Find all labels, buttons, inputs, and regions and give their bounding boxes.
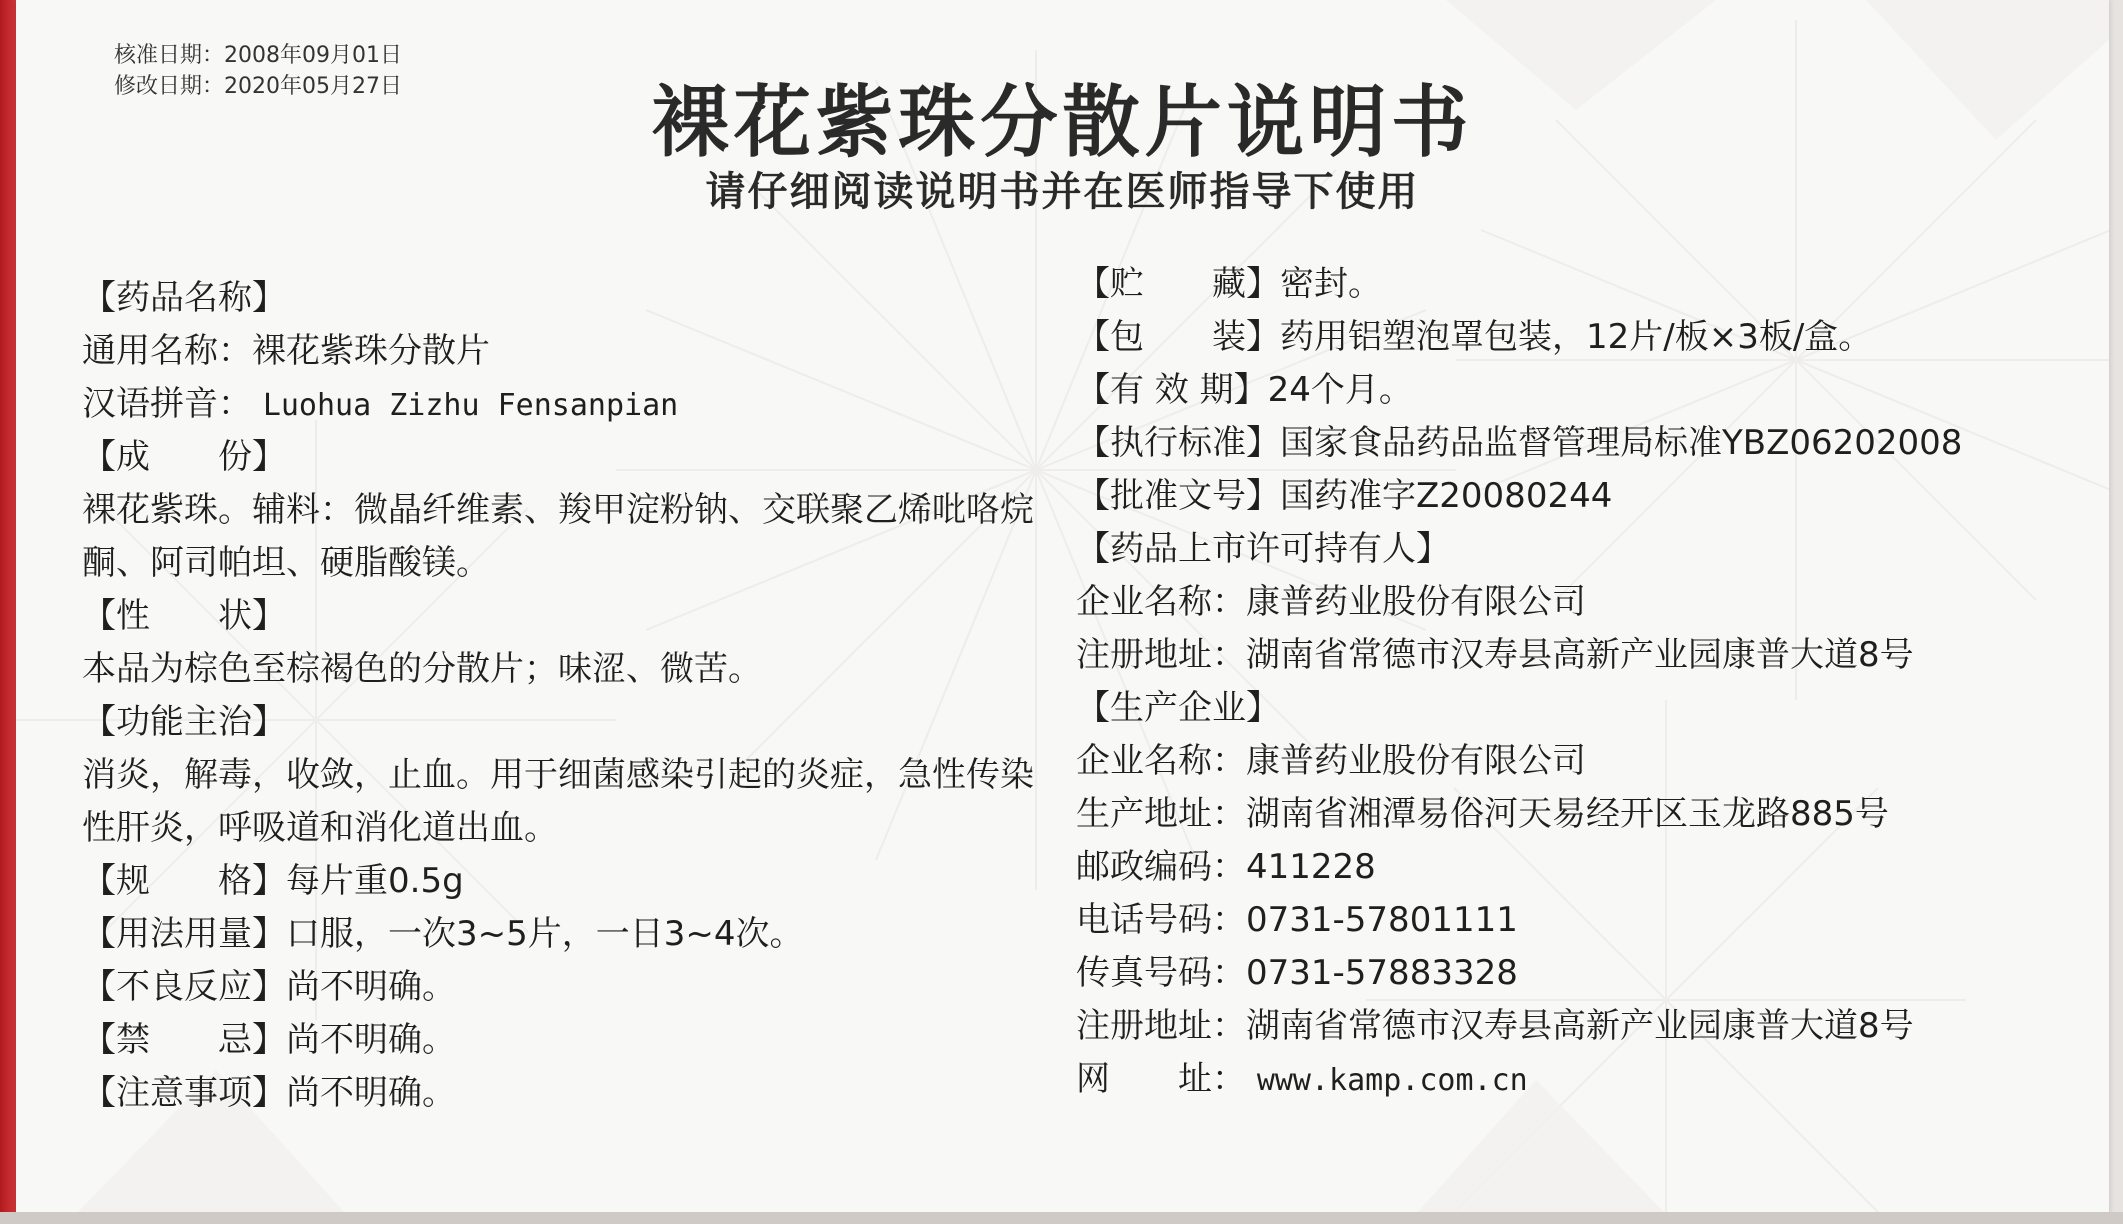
ingredients-text: 裸花紫珠。辅料：微晶纤维素、羧甲淀粉钠、交联聚乙烯吡咯烷酮、阿司帕坦、硬脂酸镁。 [82, 490, 1034, 583]
dosage-row [82, 908, 1042, 961]
pinyin-value: Luohua Zizhu Fensanpian [262, 388, 679, 423]
section-header-ingredients: 【成 份】 [82, 437, 286, 477]
bottom-edge [0, 1212, 2123, 1224]
approved-date: 核准日期：2008年09月01日 [114, 43, 402, 68]
manufacturer-address: 生产地址：湖南省湘潭易俗河天易经开区玉龙路885号 [1076, 794, 1889, 834]
left-column [82, 272, 1042, 1120]
section-header-contraindications: 【禁 忌】 [82, 1020, 286, 1060]
section-header-manufacturer: 【生产企业】 [1076, 688, 1280, 728]
section-header-approval-number: 【批准文号】 [1076, 476, 1280, 516]
package-row [1076, 311, 2076, 364]
section-header-standard: 【执行标准】 [1076, 423, 1280, 463]
spec-text: 每片重0.5g [286, 861, 464, 901]
appearance-text: 本品为棕色至棕褐色的分散片；味涩、微苦。 [82, 649, 762, 689]
section-header-drug-name: 【药品名称】 [82, 278, 286, 318]
approval-number-row [1076, 470, 2076, 523]
section-header-storage: 【贮 藏】 [1076, 264, 1280, 304]
section-header-license-holder: 【药品上市许可持有人】 [1076, 529, 1450, 569]
website-row [1076, 1053, 2076, 1106]
fax-number: 传真号码：0731-57883328 [1076, 953, 1518, 993]
approval-number-text: 国药准字Z20080244 [1280, 476, 1613, 516]
adverse-row [82, 961, 1042, 1014]
standard-row [1076, 417, 2076, 470]
pinyin-row [82, 378, 1042, 431]
website-label: 网 址： [1076, 1059, 1246, 1099]
validity-text: 24个月。 [1267, 370, 1413, 410]
website-link[interactable]: www.kamp.com.cn [1256, 1063, 1528, 1098]
section-header-spec: 【规 格】 [82, 861, 286, 901]
red-edge-border [0, 0, 16, 1224]
contraindication-row [82, 1014, 1042, 1067]
section-header-appearance: 【性 状】 [82, 596, 286, 636]
adverse-text: 尚不明确。 [286, 967, 456, 1007]
section-header-validity: 【有 效 期】 [1076, 370, 1268, 410]
precautions-text: 尚不明确。 [286, 1073, 456, 1113]
generic-name: 通用名称：裸花紫珠分散片 [82, 331, 490, 371]
pinyin-label: 汉语拼音： [82, 384, 252, 424]
leaflet-sheet [16, 0, 2109, 1214]
phone-number: 电话号码：0731-57801111 [1076, 900, 1518, 940]
postal-code: 邮政编码：411228 [1076, 847, 1376, 887]
standard-text: 国家食品药品监督管理局标准YBZ06202008 [1280, 423, 1963, 463]
precautions-row [82, 1067, 1042, 1120]
page-title: 裸花紫珠分散片说明书 [651, 78, 1474, 168]
manufacturer-company: 企业名称：康普药业股份有限公司 [1076, 741, 1586, 781]
section-header-indications: 【功能主治】 [82, 702, 286, 742]
section-header-precautions: 【注意事项】 [82, 1073, 286, 1113]
section-header-dosage: 【用法用量】 [82, 914, 286, 954]
section-header-package: 【包 装】 [1076, 317, 1280, 357]
package-text: 药用铝塑泡罩包装，12片/板×3板/盒。 [1280, 317, 1873, 357]
right-column [1076, 258, 2076, 1106]
contraindication-text: 尚不明确。 [286, 1020, 456, 1060]
revised-date: 修改日期：2020年05月27日 [114, 74, 402, 99]
storage-text: 密封。 [1280, 264, 1382, 304]
spec-row [82, 855, 1042, 908]
indications-text: 消炎，解毒，收敛，止血。用于细菌感染引起的炎症，急性传染性肝炎，呼吸道和消化道出血。 [82, 755, 1034, 848]
section-header-adverse: 【不良反应】 [82, 967, 286, 1007]
holder-company: 企业名称：康普药业股份有限公司 [1076, 582, 1586, 622]
holder-address: 注册地址：湖南省常德市汉寿县高新产业园康普大道8号 [1076, 635, 1914, 675]
page-subtitle: 请仔细阅读说明书并在医师指导下使用 [705, 169, 1420, 215]
storage-row [1076, 258, 2076, 311]
dosage-text: 口服，一次3~5片，一日3~4次。 [286, 914, 804, 954]
registered-address: 注册地址：湖南省常德市汉寿县高新产业园康普大道8号 [1076, 1006, 1914, 1046]
validity-row [1076, 364, 2076, 417]
